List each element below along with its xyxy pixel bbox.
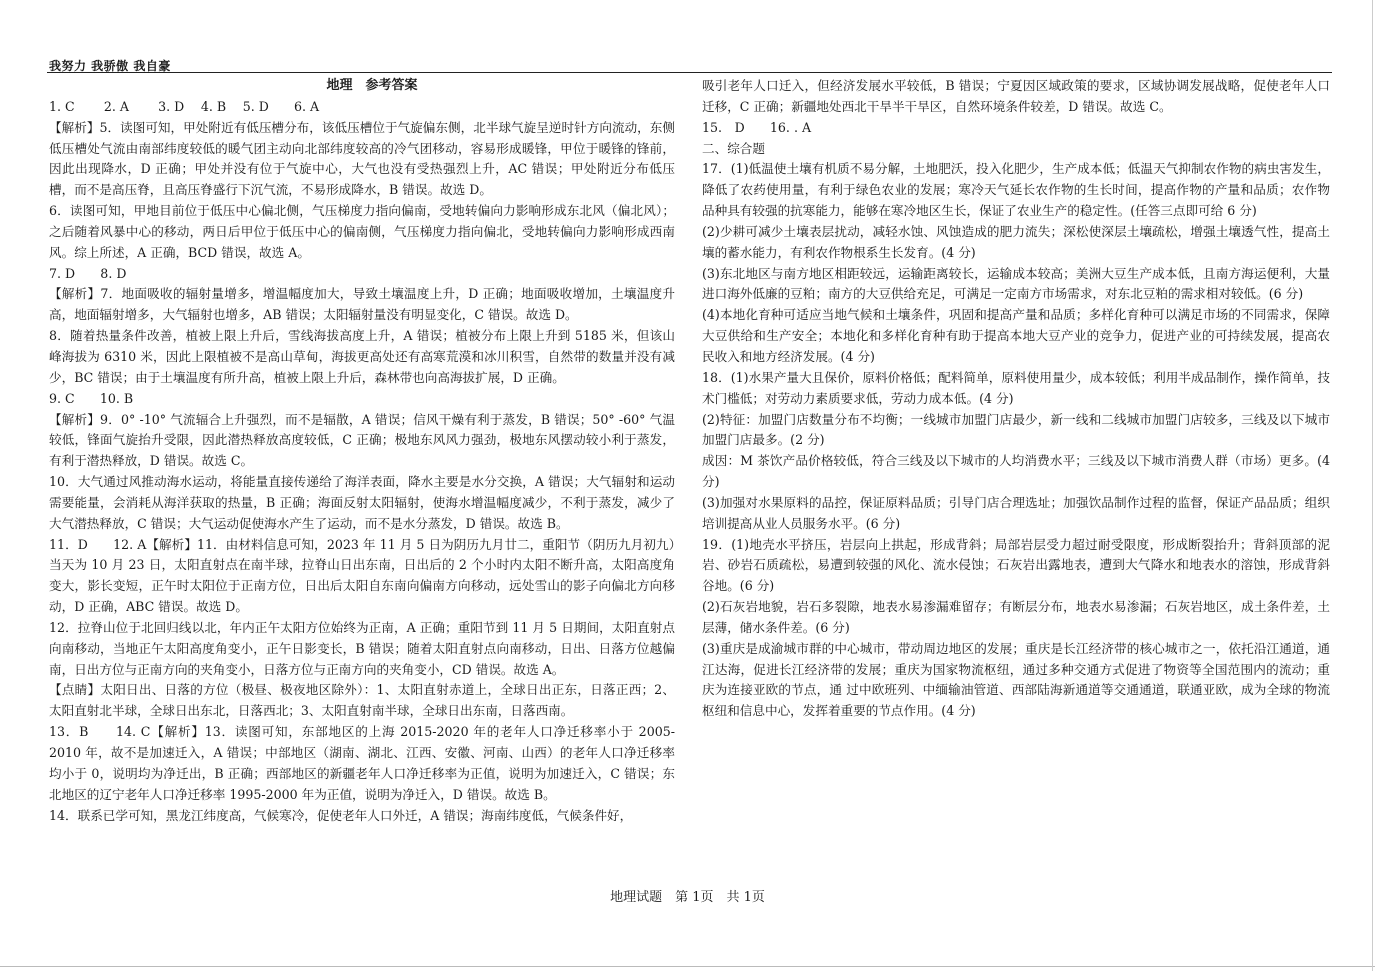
answer-paragraph: 【解析】5．读图可知，甲处附近有低压槽分布，该低压槽位于气旋偏东侧，北半球气旋呈逆时针方向流动，东侧低压槽处气流由南部纬度较低的暖气团主动向北部纬度较高的冷气团移动，容易形成暖锋，甲位于暖锋的锋前，因此出现降水，D 正确；甲处并没有位于气旋中心，大气也没有受热强烈上升，AC 错误；甲处附近分布低压槽，而不是高压脊，且高压脊盛行下沉气流，不易形成降水，B 错误。故选 D。 <box>49 119 675 198</box>
right-column <box>702 76 1330 722</box>
answer-paragraph: (3)东北地区与南方地区相距较远，运输距离较长，运输成本较高；美洲大豆生产成本低，且南方海运便利，大量进口海外低廉的豆粕；南方的大豆供给充足，可满足一定南方市场需求，对东北豆粕的需求相对较低。(6 分) <box>702 265 1330 302</box>
document-title: 地理 参考答案 <box>326 78 418 93</box>
section-heading: 二、综合题 <box>702 140 765 156</box>
answer-paragraph: 12．拉脊山位于北回归线以北，年内正午太阳方位始终为正南，A 正确；重阳节到 11 月 5 日期间，太阳直射点向南移动，当地正午太阳高度角变小，正午日影变长，B 错误；随着太阳直射点向南移动，日出、日落方位越偏南，日出方位与正南方向的夹角变小，日落方位与正南方向的夹角变小，CD 错误。故选 A。 <box>49 619 675 677</box>
answer-paragraph: 6．读图可知，甲地目前位于低压中心偏北侧，气压梯度力指向偏南，受地转偏向力影响形成东北风（偏北风）；之后随着风暴中心的移动，两日后甲位于低压中心的偏南侧，气压梯度力指向偏北，受地转偏向力影响形成西南风。综上所述，A 正确，BCD 错误，故选 A。 <box>49 203 675 260</box>
answer-paragraph: (2)特征：加盟门店数量分布不均衡；一线城市加盟门店最少，新一线和二线城市加盟门店较多，三线及以下城市加盟门店最多。(2 分) <box>702 411 1330 448</box>
answer-paragraph: 13．B 14. C【解析】13．读图可知，东部地区的上海 2015-2020 年的老年人口净迁移率小于 2005-2010 年，故不是加速迁入，A 错误；中部地区（湖南、湖北、江西、安徽、河南、山西）的老年人口净迁移率均小于 0，说明均为净迁出，B 正确；西部地区的新疆老年人口净迁移率为正值，说明为加速迁入，C 错误；东北地区的辽宁老年人口净迁移率 1995-2000 年为正值，说明为净迁入，D 错误。故选 B。 <box>49 724 675 802</box>
answer-paragraph: 9. C 10. B <box>49 390 134 406</box>
answer-paragraph: 14．联系已学可知，黑龙江纬度高，气候寒冷，促使老年人口外迁，A 错误；海南纬度低，气候条件好， <box>49 807 633 823</box>
answer-paragraph: 15. D 16. . A <box>702 119 812 135</box>
header-rule <box>47 72 1332 73</box>
left-column <box>49 76 675 826</box>
answer-paragraph: (3)加强对水果原料的品控，保证原料品质；引导门店合理选址；加强饮品制作过程的监督，保证产品品质；组织培训提高从业人员服务水平。(6 分) <box>702 494 1330 531</box>
answer-paragraph: 【点睛】太阳日出、日落的方位（极昼、极夜地区除外）：1、太阳直射赤道上，全球日出正东，日落正西；2、太阳直射北半球，全球日出东北，日落西北；3、太阳直射南半球，全球日出东南，日落西南。 <box>49 682 675 719</box>
answer-paragraph: 【解析】9．0° -10° 气流辐合上升强烈，而不是辐散，A 错误；信风干燥有利于蒸发，B 错误；50° -60° 气温较低，锋面气旋抬升受限，因此潜热释放高度较低，C 正确；极地东风风力强劲，极地东风摆动较小利于蒸发，有利于潜热释放，D 错误。故选 C。 <box>49 411 675 469</box>
answer-paragraph: (2)石灰岩地貌，岩石多裂隙，地表水易渗漏难留存；有断层分布，地表水易渗漏；石灰岩地区，成土条件差，土 层薄，储水条件差。(6 分) <box>702 599 1330 635</box>
page-right-border <box>1372 0 1373 971</box>
answer-paragraph: 吸引老年人口迁入，但经济发展水平较低，B 错误；宁夏因区域政策的要求，区域协调发展战略，促使老年人口迁移，C 正确；新疆地处西北干旱半干旱区，自然环境条件较差，D 错误。故选 C。 <box>702 78 1330 114</box>
page-bottom-border <box>0 966 1375 967</box>
answer-paragraph: 10．大气通过风推动海水运动，将能量直接传递给了海洋表面，降水主要是水分交换，A 错误；大气辐射和运动需要能量，会消耗从海洋获取的热量，B 正确；海面反射太阳辐射，使海水增温幅度减少，不利于蒸发，减少了大气潜热释放，C 错误；大气运动促使海水产生了运动，而不是水分蒸发，D 错误。故选 B。 <box>49 474 675 531</box>
answer-paragraph: 19．(1)地壳水平挤压，岩层向上拱起，形成背斜；局部岩层受力超过耐受限度，形成断裂抬升；背斜顶部的泥岩、砂岩石质疏松，易遭到较强的风化、流水侵蚀；石灰岩出露地表，遭到大气降水和地表水的溶蚀，形成背斜谷地。(6 分) <box>702 536 1330 594</box>
answer-paragraph: 成因：M 茶饮产品价格较低，符合三线及以下城市的人均消费水平；三线及以下城市消费人群（市场）更多。(4 分) <box>702 453 1330 490</box>
page-footer: 地理试题 第 1页 共 1页 <box>610 890 765 905</box>
answer-paragraph: 1. C 2. A 3. D 4. B 5. D 6. A <box>49 98 320 114</box>
header-motto: 我努力 我骄傲 我自豪 <box>49 59 171 73</box>
answer-paragraph: 8．随着热量条件改善，植被上限上升后，雪线海拔高度上升，A 错误；植被分布上限上升到 5185 米，但该山峰海拔为 6310 米，因此上限植被不是高山草甸，海拔更高处还有高寒荒漠和冰川积雪，自然带的数量并没有减少，BC 错误；由于土壤温度有所升高，植被上限上升后，森林带也向高海拔扩展，D 正确。 <box>49 328 675 385</box>
answer-paragraph: 7. D 8. D <box>49 265 127 281</box>
answer-paragraph: (4)本地化育种可适应当地气候和土壤条件，巩固和提高产量和品质；多样化育种可以满足市场的不同需求，保障大豆供给和生产安全；本地化和多样化育种有助于提高本地大豆产业的竞争力，促进产业的可持续发展，提高农民收入和地方经济发展。(4 分) <box>702 307 1330 364</box>
answer-paragraph: 11．D 12. A【解析】11．由材料信息可知，2023 年 11 月 5 日为阴历九月廿二，重阳节（阴历九月初九）当天为 10 月 23 日，太阳直射点在南半球，拉脊山日出东南，日出后的 2 个小时内太阳不断升高，太阳高度角变大，影长变短，正午时太阳位于正南方位，日出后太阳自东南向偏南方向移动，远处雪山的影子向偏北方向移动，D 正确，ABC 错误。故选 D。 <box>49 536 675 615</box>
answer-paragraph: 17．(1)低温使土壤有机质不易分解，土地肥沃，投入化肥少，生产成本低；低温天气抑制农作物的病虫害发生，降低了农药使用量，有利于绿色农业的发展；寒冷天气延长农作物的生长时间，提高作物的产量和品质；农作物品种具有较强的抗寒能力，能够在寒冷地区生长，保证了农业生产的稳定性。(任答三点即可给 6 分) <box>702 161 1330 219</box>
answer-paragraph: (3)重庆是成渝城市群的中心城市，带动周边地区的发展；重庆是长江经济带的核心城市之一，依托沿江通道，通江达海，促进长江经济带的发展；重庆为国家物流枢纽，通过多种交通方式促进了物资等全国范围内的流动；重庆为连接亚欧的节点，通 过中欧班列、中缅输油管道、西部陆海新通道等交通通道，联通亚欧，成为全球的物流枢纽和信息中心，发挥着重要的节点作用。(4 分) <box>702 640 1330 719</box>
answer-paragraph: 18．(1)水果产量大且保价，原料价格低；配料简单，原料使用量少，成本较低；利用半成品制作，操作简单，技术门槛低；对劳动力素质要求低，劳动力成本低。(4 分) <box>702 369 1330 406</box>
answer-paragraph: 【解析】7．地面吸收的辐射量增多，增温幅度加大，导致土壤温度上升，D 正确；地面吸收增加，土壤温度升高，地面辐射增多，大气辐射也增多，AB 错误；太阳辐射量没有明显变化，C 错误。故选 D。 <box>49 286 675 323</box>
answer-paragraph: (2)少耕可减少土壤表层扰动，减轻水蚀、风蚀造成的肥力流失；深松使深层土壤疏松，增强土壤透气性，提高土壤的蓄水能力，有利农作物根系生长发育。(4 分) <box>702 223 1330 260</box>
